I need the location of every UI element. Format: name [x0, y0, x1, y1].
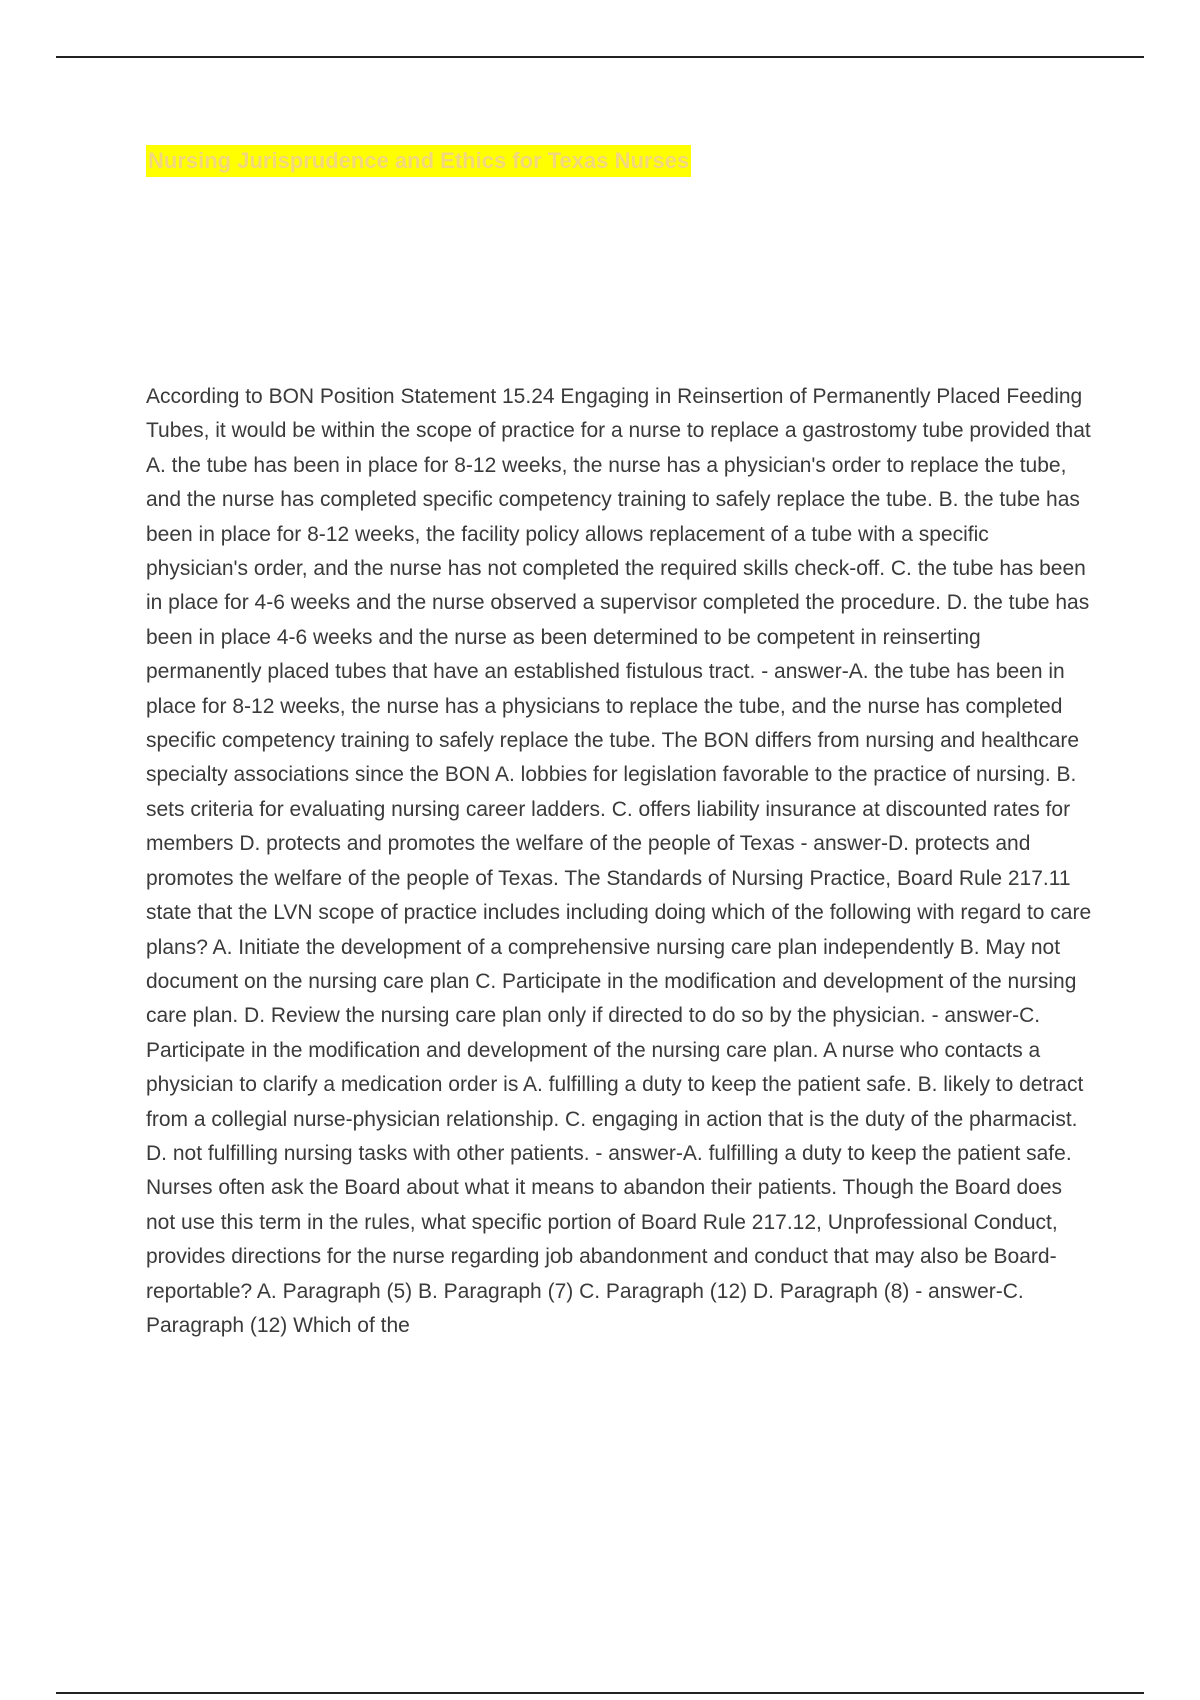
- document-body-text: According to BON Position Statement 15.24 Engaging in Reinsertion of Permanently Placed Feeding Tubes, it would be within the scope of practice for a nurse to replace a gastrostomy tube provided that A. the tube has been in place for 8-12 weeks, the nurse has a physician's order to replace the tube, and the nurse has completed specific competency training to safely replace the tube. B. the tube has been in place for 8-12 weeks, the facility policy allows replacement of a tube with a specific physician's order, and the nurse has not completed the required skills check-off. C. the tube has been in place for 4-6 weeks and the nurse observed a supervisor completed the procedure. D. the tube has been in place 4-6 weeks and the nurse as been determined to be competent in reinserting permanently placed tubes that have an established fistulous tract. - answer-A. the tube has been in place for 8-12 weeks, the nurse has a physicians to replace the tube, and the nurse has completed specific competency training to safely replace the tube. The BON differs from nursing and healthcare specialty associations since the BON A. lobbies for legislation favorable to the practice of nursing. B. sets criteria for evaluating nursing career ladders. C. offers liability insurance at discounted rates for members D. protects and promotes the welfare of the people of Texas - answer-D. protects and promotes the welfare of the people of Texas. The Standards of Nursing Practice, Board Rule 217.11 state that the LVN scope of practice includes including doing which of the following with regard to care plans? A. Initiate the development of a comprehensive nursing care plan independently B. May not document on the nursing care plan C. Participate in the modification and development of the nursing care plan. D. Review the nursing care plan only if directed to do so by the physician. - answer-C. Participate in the modification and development of the nursing care plan. A nurse who contacts a physician to clarify a medication order is A. fulfilling a duty to keep the patient safe. B. likely to detract from a collegial nurse-physician relationship. C. engaging in action that is the duty of the pharmacist. D. not fulfilling nursing tasks with other patients. - answer-A. fulfilling a duty to keep the patient safe. Nurses often ask the Board about what it means to abandon their patients. Though the Board does not use this term in the rules, what specific portion of Board Rule 217.12, Unprofessional Conduct, provides directions for the nurse regarding job abandonment and conduct that may also be Board-reportable? A. Paragraph (5) B. Paragraph (7) C. Paragraph (12) D. Paragraph (8) - answer-C. Paragraph (12) Which of the: [146, 385, 1092, 1337]
- document-title: Nursing Jurisprudence and Ethics for Texas Nurses: [146, 145, 691, 177]
- top-rule: [56, 56, 1144, 58]
- bottom-rule: [56, 1692, 1144, 1694]
